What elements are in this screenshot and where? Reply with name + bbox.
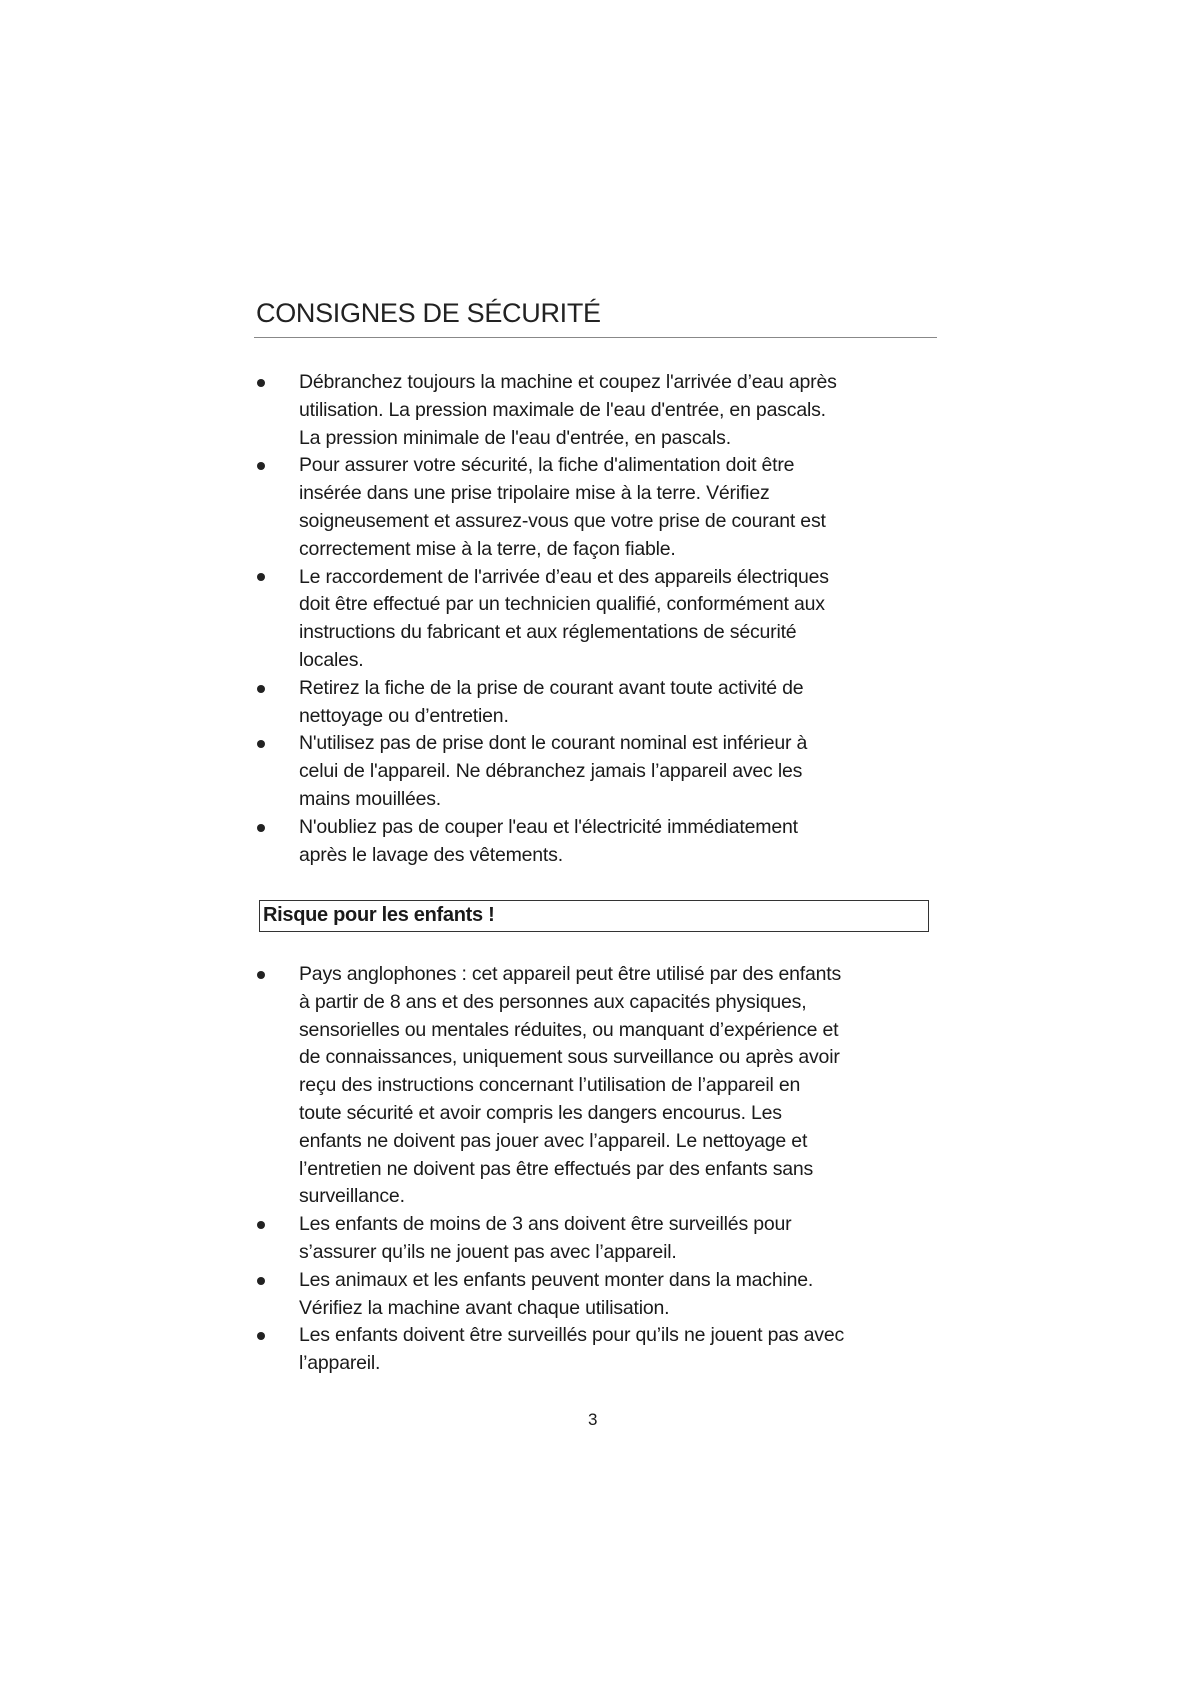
list-item-text-line: correctement mise à la terre, de façon fiable. [299,537,676,560]
list-item-text-line: Vérifiez la machine avant chaque utilisation. [299,1296,670,1319]
list-item-text-line: celui de l'appareil. Ne débranchez jamais l’appareil avec les [299,760,803,783]
list-item [256,1211,956,1267]
bullet-icon [256,564,266,592]
list-item-text-line: l’appareil. [299,1352,381,1375]
list-item-text-line: N'utilisez pas de prise dont le courant nominal est inférieur à [299,732,808,755]
list-item-text-line: Retirez la fiche de la prise de courant avant toute activité de [299,676,804,699]
list-item [256,961,956,1211]
list-item-text-line: utilisation. La pression maximale de l'eau d'entrée, en pascals. [299,398,826,421]
list-item-text-line: doit être effectué par un technicien qualifié, conformément aux [299,593,825,616]
list-item-text-line: insérée dans une prise tripolaire mise à la terre. Vérifiez [299,482,770,505]
list-item-text-line: mains mouillées. [299,787,442,810]
list-item-text-line: locales. [299,648,364,671]
bullet-icon [256,452,266,480]
bullet-icon [256,730,266,758]
bullet-icon [256,675,266,703]
children-risk-heading-box [259,900,929,932]
safety-list [256,369,956,869]
list-item-text-line: sensorielles ou mentales réduites, ou manquant d’expérience et [299,1018,839,1041]
list-item-text-line: surveillance. [299,1185,405,1208]
list-item [256,1267,956,1323]
list-item-text-line: s’assurer qu’ils ne jouent pas avec l’appareil. [299,1240,677,1263]
list-item [256,452,956,563]
bullet-icon [256,369,266,397]
list-item-text-line: N'oubliez pas de couper l'eau et l'électricité immédiatement [299,815,798,838]
list-item-text-line: Les enfants de moins de 3 ans doivent être surveillés pour [299,1213,792,1236]
page-number: 3 [588,1410,598,1429]
children-safety-list [256,961,956,1378]
list-item-text-line: l’entretien ne doivent pas être effectués par des enfants sans [299,1157,814,1180]
list-item-text-line: La pression minimale de l'eau d'entrée, en pascals. [299,426,731,449]
list-item [256,1322,956,1378]
list-item-text-line: Débranchez toujours la machine et coupez l'arrivée d’eau après [299,371,837,393]
list-item [256,369,956,452]
bullet-icon [256,961,266,989]
list-item-text-line: toute sécurité et avoir compris les dangers encourus. Les [299,1101,782,1124]
bullet-icon [256,1267,266,1295]
list-item [256,730,956,813]
list-item-text-line: Pour assurer votre sécurité, la fiche d'alimentation doit être [299,454,795,477]
list-item [256,564,956,675]
list-item-text-line: Les animaux et les enfants peuvent monter dans la machine. [299,1268,814,1291]
list-item-text-line: Le raccordement de l'arrivée d’eau et des appareils électriques [299,565,829,588]
list-item [256,675,956,731]
list-item-text-line: instructions du fabricant et aux réglementations de sécurité [299,621,797,644]
list-item-text-line: de connaissances, uniquement sous surveillance ou après avoir [299,1046,840,1069]
children-risk-heading: Risque pour les enfants ! [263,904,495,926]
list-item-text-line: nettoyage ou d’entretien. [299,704,509,727]
list-item [256,814,956,870]
list-item-text-line: reçu des instructions concernant l’utilisation de l’appareil en [299,1074,801,1097]
list-item-text-line: après le lavage des vêtements. [299,843,563,866]
list-item-text-line: soigneusement et assurez-vous que votre prise de courant est [299,509,826,532]
bullet-icon [256,1211,266,1239]
list-item-text-line: à partir de 8 ans et des personnes aux capacités physiques, [299,990,807,1013]
bullet-icon [256,814,266,842]
title-divider [254,337,937,338]
page-title: CONSIGNES DE SÉCURITÉ [256,298,601,328]
list-item-text-line: Les enfants doivent être surveillés pour qu’ils ne jouent pas avec [299,1324,845,1347]
list-item-text-line: enfants ne doivent pas jouer avec l’appareil. Le nettoyage et [299,1129,808,1152]
bullet-icon [256,1322,266,1350]
list-item-text-line: Pays anglophones : cet appareil peut être utilisé par des enfants [299,963,842,985]
